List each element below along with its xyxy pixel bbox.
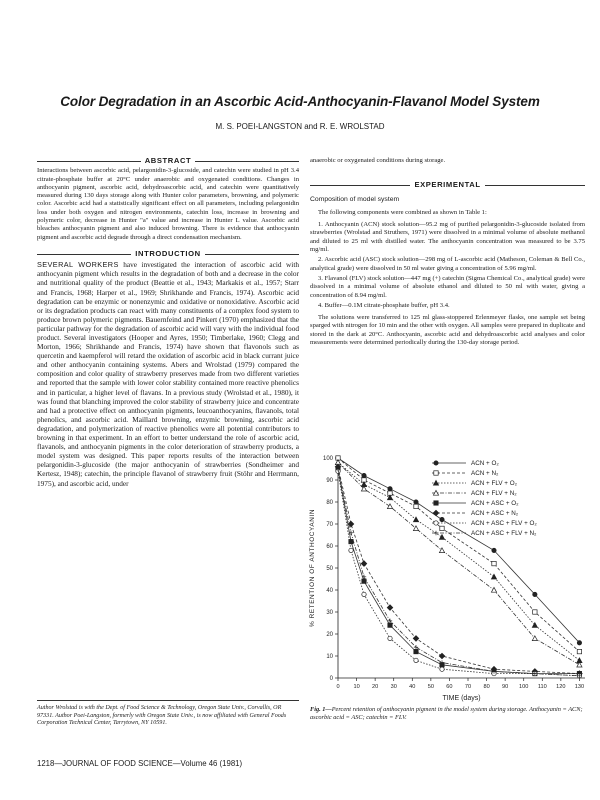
data-point-series-1	[492, 548, 496, 552]
legend-marker	[433, 510, 439, 516]
y-tick-label: 40	[326, 588, 333, 594]
legend-label: ACN + FLV + O₂	[471, 479, 518, 487]
x-tick-label: 130	[574, 684, 585, 690]
data-point-series-1	[362, 473, 366, 477]
x-tick-label: 120	[556, 684, 566, 690]
paper-authors: M. S. POEI-LANGSTON and R. E. WROLSTAD	[215, 122, 385, 131]
legend-swatch	[430, 469, 468, 477]
caption-text: Percent retention of anthocyanin pigment in the model system during storage. Anthocyanin = ACN; ascorbic acid = ASC; catechin = FLV.	[310, 706, 583, 721]
legend-label: ACN + FLV + N₂	[471, 489, 517, 497]
experimental-heading-text: EXPERIMENTAL	[414, 180, 481, 190]
data-point-series-8	[414, 645, 418, 649]
experimental-intro: The following components were combined as shown in Table 1:	[318, 208, 487, 216]
y-tick-label: 80	[326, 500, 333, 506]
legend-marker	[433, 480, 438, 485]
data-point-series-2	[492, 561, 496, 565]
data-point-series-1	[414, 500, 418, 504]
x-tick-label: 50	[427, 684, 434, 690]
experimental-subheading: Composition of model system	[310, 195, 400, 203]
data-point-series-1	[388, 487, 392, 491]
legend-swatch	[430, 529, 468, 537]
x-tick-label: 30	[390, 684, 397, 690]
legend-swatch	[430, 509, 468, 517]
legend-entry	[430, 468, 582, 478]
data-point-series-7	[414, 658, 418, 662]
legend-entry	[430, 518, 582, 528]
x-tick-label: 100	[519, 684, 529, 690]
data-point-series-7	[362, 592, 366, 596]
legend-swatch	[430, 459, 468, 467]
data-point-series-4	[491, 587, 496, 592]
y-tick-label: 100	[322, 456, 333, 462]
data-point-series-7	[388, 636, 392, 640]
x-tick-label: 0	[336, 684, 340, 690]
data-point-series-4	[387, 504, 392, 509]
legend-swatch	[430, 489, 468, 497]
data-point-series-7	[440, 667, 444, 671]
legend-marker	[434, 471, 438, 475]
paper-title: Color Degradation in an Ascorbic Acid-Anthocyanin-Flavanol Model System	[60, 94, 540, 109]
data-point-series-6	[361, 561, 367, 567]
legend-marker	[434, 531, 438, 535]
x-axis-label: TIME (days)	[442, 695, 481, 702]
experimental-item-3: 3. Flavanol (FLV) stock solution—447 mg (+) catechin (Sigma Chemical Co., analytical grade) were dissolved in a minimal volume of absolute ethanol and diluted to 50 ml with water, giving a concentration of 8.94 mg/ml.	[310, 274, 585, 299]
y-axis-label: % RETENTION OF ANTHOCYANIN	[309, 508, 316, 628]
y-tick-label: 60	[326, 544, 333, 550]
legend-label: ACN + ASC + N₂	[471, 509, 519, 517]
legend-entry	[430, 508, 582, 518]
x-tick-label: 10	[353, 684, 360, 690]
data-point-series-2	[577, 649, 581, 653]
legend-swatch	[430, 479, 468, 487]
legend-swatch	[430, 519, 468, 527]
data-point-series-2	[533, 610, 537, 614]
y-tick-label: 90	[326, 478, 333, 484]
legend-entry	[430, 528, 582, 538]
figure-caption	[310, 706, 585, 721]
data-point-series-3	[532, 623, 537, 628]
experimental-item-1: 1. Anthocyanin (ACN) stock solution—95.2 mg of purified pelargonidin-3-glucoside isolated from strawberries (Wrolstad and Struthers, 1971) were dissolved in a minimal volume of absolute methanol and diluted to 25 ml with distilled water. The anthocyanin concentration was measured to be 3.75 mg/ml.	[310, 221, 585, 254]
right-column	[310, 157, 585, 349]
legend-entry	[430, 498, 582, 508]
legend-label: ACN + ASC + FLV + O₂	[471, 519, 537, 527]
experimental-closing: The solutions were transferred to 125 ml glass-stoppered Erlenmeyer flasks, one sample set being sparged with nitrogen for 10 min and the other with oxygen. All samples were prepared in duplicate and stored in the dark at 20°C. Anthocyanin, ascorbic acid and dehydroascorbic acid analyses and color measurements were determined periodically during the 130-day storage period.	[310, 314, 585, 347]
x-tick-label: 80	[483, 684, 490, 690]
data-point-series-3	[491, 574, 496, 579]
data-point-series-6	[387, 605, 393, 611]
experimental-heading	[310, 181, 585, 189]
page-footer: 1218—JOURNAL OF FOOD SCIENCE—Volume 46 (1981)	[37, 759, 243, 768]
data-point-series-6	[413, 636, 419, 642]
experimental-item-2: 2. Ascorbic acid (ASC) stock solution—298 mg of L-ascorbic acid (Matheson, Coleman & Bell Co., analytical grade) were dissolved in 50 ml water giving a concentration of 5.96 mg/ml.	[310, 256, 585, 272]
legend-entry	[430, 488, 582, 498]
data-point-series-1	[577, 641, 581, 645]
introduction-text	[37, 260, 299, 487]
y-tick-label: 30	[326, 610, 333, 616]
right-top-text: anaerobic or oxygenated conditions during storage.	[310, 157, 446, 164]
intro-dropcap: SEVERAL WORKERS	[37, 260, 119, 270]
legend-marker	[434, 461, 438, 465]
x-tick-label: 110	[537, 684, 547, 690]
data-point-series-5	[414, 649, 418, 653]
legend-label: ACN + O₂	[471, 459, 499, 467]
y-tick-label: 10	[326, 654, 333, 660]
legend-swatch	[430, 499, 468, 507]
legend-entry	[430, 478, 582, 488]
author-affiliation: Author Wrolstad is with the Dept. of Food Science & Technology, Oregon State Univ., Corvallis, OR 97331. Author Poei-Langston, formerly with Oregon State Univ., is now affiliated with General Foods Corporation Technical Center, Tarrytown, NY 10591.	[37, 705, 287, 727]
data-point-series-6	[439, 653, 445, 659]
abstract-heading	[37, 157, 299, 165]
legend-label: ACN + ASC + FLV + N₂	[471, 529, 537, 537]
abstract-text: Interactions between ascorbic acid, pelargonidin-3-glucoside, and catechin were studied in pH 3.4 citrate-phosphate buffer at 20°C under anaerobic and oxygenated conditions. Changes in anthocyanin pigment, ascorbic acid, dehydroascorbic acid, and catechin were quantitatively measured during 130 days storage along with Hunter color parameters, browning, and polymeric color. Ascorbic acid had a statistically significant effect on all parameters, including pelargonidin loss under both oxygen and nitrogen environments, catechin loss, increase in browning and polymeric color, decrease in Hunter "a" value and increase in Hunter L value. Ascorbic acid bleaches anthocyanin pigment and also induced browning. There is evidence that anthocyanin pigment and ascorbic acid degrade through a direct condensation mechanism.	[37, 167, 299, 241]
data-point-series-3	[413, 517, 418, 522]
legend-marker	[434, 521, 438, 525]
caption-label: Fig. 1—	[310, 706, 332, 713]
data-point-series-7	[349, 548, 353, 552]
y-tick-label: 50	[326, 566, 333, 572]
data-point-series-2	[414, 504, 418, 508]
x-tick-label: 90	[502, 684, 509, 690]
introduction-heading-text: INTRODUCTION	[135, 248, 201, 258]
y-tick-label: 20	[326, 632, 333, 638]
x-tick-label: 40	[409, 684, 416, 690]
x-tick-label: 70	[464, 684, 472, 690]
data-point-series-4	[532, 636, 537, 641]
abstract-heading-text: ABSTRACT	[144, 156, 192, 165]
legend-label: ACN + N₂	[471, 469, 499, 477]
x-tick-label: 60	[446, 684, 453, 690]
data-point-series-1	[533, 592, 537, 596]
legend-entry	[430, 458, 582, 468]
experimental-item-4: 4. Buffer—0.1M citrate-phosphate buffer, pH 3.4.	[318, 301, 450, 309]
left-column	[37, 157, 299, 490]
chart-legend	[430, 458, 582, 538]
intro-body: have investigated the interaction of ascorbic acid with anthocyanin pigment which results in the degradation of both and a decrease in the color and nutritional quality of the product (Beattie et al., 1943; Markakis et al., 1957; Starr and Francis, 1968; Harper et al., 1969; Shrikhande and Francis, 1974). Ascorbic acid degradation can be enzymic or nonenzymic and oxidative or nonoxidative. Ascorbic acid or its degradation products can react with many constituents of a complex food system to produce brown polymeric pigments. Bauernfeind and Pinkert (1970) emphasized that the particular pathway for the degradation of ascorbic acid will vary with the individual food product. Several investigators (Hooper and Ayres, 1950; Timberlake, 1960; Clegg and Morton, 1966; Shrikhande and Francis, 1974) have shown that flavonols such as quercetin and kaempferol will retard the oxidation of ascorbic acid in black currant juice and other anthocyanin containing systems. Abers and Wrolstad (1979) compared the composition and color quality of strawberry preserves made from two different varieties and reported that the sample with lower color stability contained more reactive phenolics and in particular, a higher level of flavans. In a previous study (Wrolstad et al., 1980), it was found that blanching improved the color stability of strawberry juice and concentrate and had a protective effect on anthocyanin pigments, leucoanthocyanins, flavanols, total phenolics, and ascorbic acid. Maillard browning, enzymic browning, ascorbic acid degradation, and polymerization of reactive phenolics were all potential contributors to browning in that experiment. In an effort to better understand the role of ascorbic acid, flavanols, and anthocyanin pigments in the color deterioration of strawberry products, a model system was designed. This paper reports results of the interaction between pelargonidin-3-glucoside (the major anthocyanin of strawberries (Sondheimer and Kertesz, 1948); catechin, the principle flavanol of strawberry fruit (Stöhr and Herrmann, 1975), and ascorbic acid, under	[37, 260, 299, 488]
legend-label: ACN + ASC + O₂	[471, 499, 519, 507]
legend-marker	[434, 501, 438, 505]
x-tick-label: 20	[372, 684, 379, 690]
y-tick-label: 70	[326, 522, 333, 528]
introduction-heading	[37, 250, 299, 258]
y-tick-label: 0	[329, 676, 333, 682]
affiliation-rule	[37, 700, 299, 701]
data-point-series-5	[388, 623, 392, 627]
